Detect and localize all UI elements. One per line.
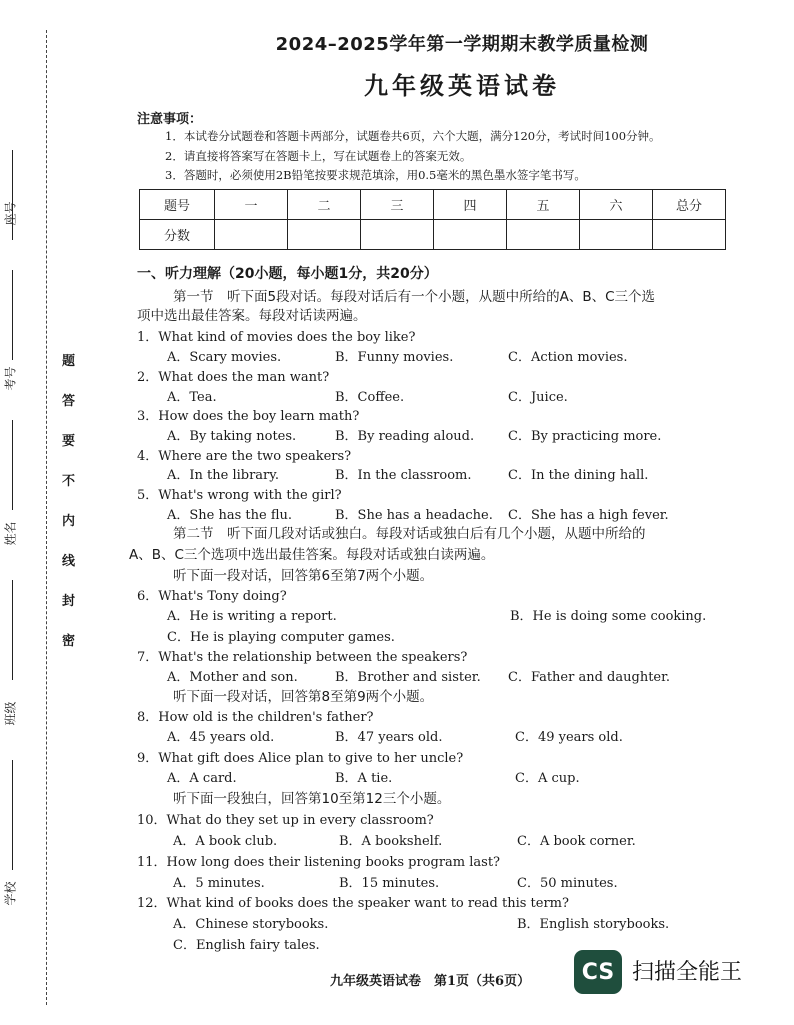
- seal-char: 不: [62, 474, 76, 489]
- option-a: A．Tea.: [167, 390, 217, 405]
- option-a: A．A card.: [167, 771, 237, 786]
- option-a: A．45 years old.: [167, 730, 275, 745]
- score-blank: [580, 220, 653, 250]
- option-b: B．47 years old.: [335, 730, 443, 745]
- section-title: 一、听力理解（20小题，每小题1分，共20分）: [137, 266, 438, 282]
- question: 4．Where are the two speakers?: [137, 449, 352, 464]
- score-table-score-row: [140, 220, 726, 250]
- binding-sidebar: [0, 0, 130, 1025]
- table-cell: 六: [580, 190, 653, 220]
- listening-instruction: 听下面一段对话，回答第6至第7两个小题。: [173, 568, 434, 584]
- question: 12．What kind of books does the speaker want to read this term?: [137, 896, 569, 911]
- score-blank: [361, 220, 434, 250]
- question: 5．What's wrong with the girl?: [137, 488, 342, 503]
- seal-dashed-line: [46, 30, 47, 1005]
- part2-instruction: A、B、C三个选项中选出最佳答案。每段对话或独白读两遍。: [129, 547, 495, 563]
- part2-instruction: 第二节 听下面几段对话或独白。每段对话或独白后有几个小题，从题中所给的: [173, 526, 646, 542]
- question: 9．What gift does Alice plan to give to her uncle?: [137, 751, 464, 766]
- question: 6．What's Tony doing?: [137, 589, 287, 604]
- option-a: A．A book club.: [173, 834, 278, 849]
- option-c: C．Juice.: [508, 390, 568, 405]
- seal-char: 线: [62, 554, 76, 569]
- seal-char: 题: [62, 354, 76, 369]
- table-cell: 题号: [140, 190, 215, 220]
- option-c: C．He is playing computer games.: [167, 630, 395, 645]
- part1-instruction: 第一节 听下面5段对话。每段对话后有一个小题，从题中所给的A、B、C三个选: [173, 289, 656, 305]
- option-b: B．She has a headache.: [335, 508, 493, 523]
- question: 7．What's the relationship between the speakers?: [137, 650, 468, 665]
- camscanner-watermark: 扫描全能王: [632, 960, 743, 985]
- table-cell: 三: [361, 190, 434, 220]
- listening-instruction: 听下面一段独白，回答第10至第12三个小题。: [173, 791, 451, 807]
- question: 10．What do they set up in every classroom?: [137, 813, 434, 828]
- score-blank: [215, 220, 288, 250]
- question: 3．How does the boy learn math?: [137, 409, 360, 424]
- seat-line: [12, 150, 13, 240]
- score-blank: [507, 220, 580, 250]
- question: 1．What kind of movies does the boy like?: [137, 330, 416, 345]
- option-a: A．In the library.: [167, 468, 280, 483]
- option-b: B．A tie.: [335, 771, 393, 786]
- camscanner-logo-icon: CS: [574, 950, 622, 994]
- option-a: A．5 minutes.: [173, 876, 265, 891]
- score-blank: [288, 220, 361, 250]
- option-b: B．He is doing some cooking.: [510, 609, 707, 624]
- option-c: C．A cup.: [515, 771, 580, 786]
- exam-subtitle: 九年级英语试卷: [364, 71, 560, 100]
- seal-char: 封: [62, 594, 76, 609]
- name-line: [12, 420, 13, 510]
- option-c: C．A book corner.: [517, 834, 636, 849]
- option-c: C．Action movies.: [508, 350, 628, 365]
- option-b: B．English storybooks.: [517, 917, 670, 932]
- notes-title: 注意事项：: [137, 112, 203, 127]
- part1-instruction: 项中选出最佳答案。每段对话读两遍。: [137, 308, 367, 324]
- name-label: 姓名: [3, 521, 18, 546]
- table-cell: 总分: [653, 190, 726, 220]
- option-a: A．Mother and son.: [167, 670, 298, 685]
- seal-char: 要: [62, 434, 76, 449]
- school-line: [12, 760, 13, 870]
- exam-no-label: 考号: [3, 366, 18, 391]
- option-a: A．Scary movies.: [167, 350, 282, 365]
- note-item: 3．答题时，必须使用2B铅笔按要求规范填涂，用0.5毫米的黑色墨水签字笔书写。: [165, 168, 586, 182]
- option-c: C．By practicing more.: [508, 429, 662, 444]
- option-c: C．49 years old.: [515, 730, 623, 745]
- question: 2．What does the man want?: [137, 370, 330, 385]
- option-c: C．50 minutes.: [517, 876, 618, 891]
- table-cell: 二: [288, 190, 361, 220]
- table-cell: 五: [507, 190, 580, 220]
- option-b: B．In the classroom.: [335, 468, 472, 483]
- score-table-header-row: [140, 190, 726, 220]
- option-a: A．He is writing a report.: [167, 609, 337, 624]
- score-blank: [434, 220, 507, 250]
- score-blank: [653, 220, 726, 250]
- exam-no-line: [12, 270, 13, 360]
- question: 11．How long does their listening books program last?: [137, 855, 501, 870]
- note-item: 2．请直接将答案写在答题卡上，写在试题卷上的答案无效。: [165, 149, 472, 163]
- option-b: B．Funny movies.: [335, 350, 454, 365]
- score-table: [139, 189, 726, 250]
- option-c: C．She has a high fever.: [508, 508, 669, 523]
- table-cell: 分数: [140, 220, 215, 250]
- table-cell: 四: [434, 190, 507, 220]
- seal-char: 答: [62, 394, 76, 409]
- option-a: A．Chinese storybooks.: [173, 917, 329, 932]
- page-footer: 九年级英语试卷 第1页（共6页）: [330, 974, 531, 989]
- listening-instruction: 听下面一段对话，回答第8至第9两个小题。: [173, 689, 434, 705]
- option-c: C．In the dining hall.: [508, 468, 649, 483]
- option-b: B．By reading aloud.: [335, 429, 475, 444]
- option-b: B．A bookshelf.: [339, 834, 443, 849]
- class-label: 班级: [3, 701, 18, 726]
- class-line: [12, 580, 13, 680]
- option-c: C．Father and daughter.: [508, 670, 671, 685]
- option-a: A．By taking notes.: [167, 429, 297, 444]
- seat-label: 座号: [3, 201, 18, 226]
- option-b: B．Coffee.: [335, 390, 405, 405]
- option-b: B．15 minutes.: [339, 876, 440, 891]
- exam-title: 2024–2025学年第一学期期末教学质量检测: [275, 34, 649, 55]
- seal-char: 内: [62, 514, 76, 529]
- option-b: B．Brother and sister.: [335, 670, 481, 685]
- note-item: 1．本试卷分试题卷和答题卡两部分，试题卷共6页，六个大题，满分120分，考试时间100分钟。: [165, 129, 661, 143]
- option-a: A．She has the flu.: [167, 508, 293, 523]
- school-label: 学校: [3, 881, 18, 906]
- question: 8．How old is the children's father?: [137, 710, 374, 725]
- seal-char: 密: [62, 634, 76, 649]
- option-c: C．English fairy tales.: [173, 938, 320, 953]
- table-cell: 一: [215, 190, 288, 220]
